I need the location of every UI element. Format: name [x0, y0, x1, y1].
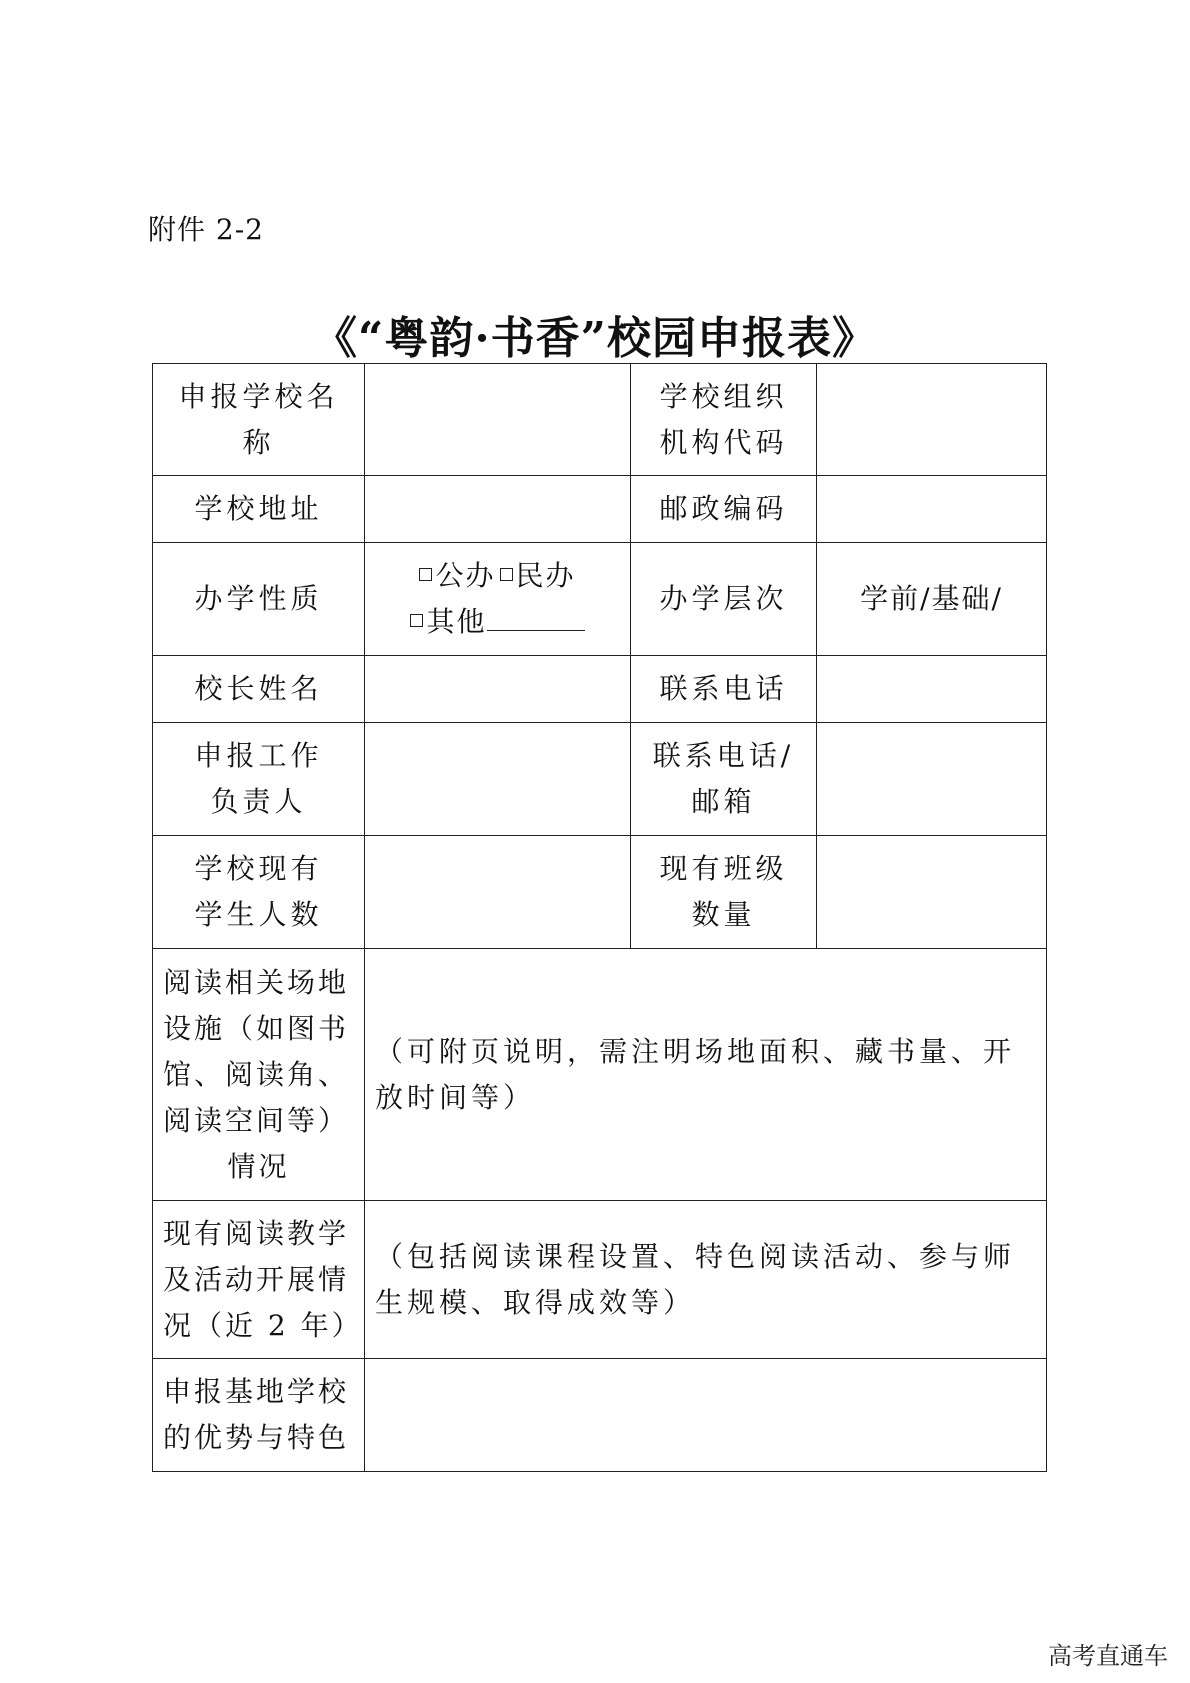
row-responsible	[153, 723, 1047, 836]
classes-field[interactable]	[817, 836, 1047, 949]
org-code-label-line1: 学校组织	[659, 379, 788, 413]
students-field[interactable]	[365, 836, 631, 949]
row-principal	[153, 656, 1047, 723]
phone-field[interactable]	[817, 656, 1047, 723]
checkbox-other[interactable]	[410, 614, 423, 627]
students-label-line1: 学校现有	[194, 852, 323, 885]
responsible-label	[153, 723, 365, 836]
facilities-label-line5: 情况	[227, 1149, 290, 1183]
teaching-label-line1: 现有阅读教学	[163, 1216, 350, 1250]
application-form-table	[152, 363, 1047, 1472]
teaching-label	[153, 1201, 365, 1359]
teaching-label-line3: 况（近 2 年）	[163, 1308, 363, 1342]
org-code-label	[631, 364, 817, 476]
facilities-label	[153, 949, 365, 1201]
org-code-field[interactable]	[817, 364, 1047, 476]
option-private-label: 民办	[515, 559, 576, 592]
checkbox-private[interactable]	[500, 568, 513, 581]
org-code-label-line2: 机构代码	[659, 425, 788, 459]
students-label-line2: 学生人数	[194, 898, 323, 931]
facilities-label-line2: 设施（如图书	[163, 1011, 350, 1045]
advantages-label	[153, 1359, 365, 1472]
postcode-field[interactable]	[817, 476, 1047, 543]
principal-label: 校长姓名	[153, 656, 365, 723]
advantages-field[interactable]	[365, 1359, 1047, 1472]
other-blank-line[interactable]	[487, 600, 585, 631]
responsible-field[interactable]	[365, 723, 631, 836]
advantages-label-line2: 的优势与特色	[163, 1421, 350, 1454]
classes-label-line2: 数量	[691, 898, 756, 931]
principal-field[interactable]	[365, 656, 631, 723]
footer-watermark: 高考直通车	[1048, 1642, 1168, 1670]
nature-options	[365, 543, 631, 656]
page-title: 《“粤韵·书香”校园申报表》	[313, 313, 877, 364]
nature-label: 办学性质	[153, 543, 365, 656]
level-label: 办学层次	[631, 543, 817, 656]
row-facilities	[153, 949, 1047, 1201]
students-label	[153, 836, 365, 949]
facilities-label-line4: 阅读空间等）	[163, 1103, 350, 1137]
advantages-label-line1: 申报基地学校	[163, 1375, 350, 1408]
row-advantages	[153, 1359, 1047, 1472]
school-name-field[interactable]	[365, 364, 631, 476]
facilities-label-line1: 阅读相关场地	[163, 965, 350, 999]
option-other-label: 其他	[426, 605, 487, 638]
facilities-note[interactable]: （可附页说明，需注明场地面积、藏书量、开放时间等）	[365, 949, 1047, 1201]
classes-label-line1: 现有班级	[659, 852, 788, 885]
school-name-label: 申报学校名称	[153, 364, 365, 476]
row-teaching	[153, 1201, 1047, 1359]
facilities-label-line3: 馆、阅读角、	[163, 1057, 350, 1091]
responsible-label-line1: 申报工作	[194, 739, 323, 772]
teaching-note[interactable]: （包括阅读课程设置、特色阅读活动、参与师生规模、取得成效等）	[365, 1201, 1047, 1359]
contact-email-label-line2: 邮箱	[691, 785, 756, 818]
responsible-label-line2: 负责人	[210, 785, 307, 818]
phone-label: 联系电话	[631, 656, 817, 723]
teaching-label-line2: 及活动开展情	[163, 1262, 350, 1296]
postcode-label: 邮政编码	[631, 476, 817, 543]
contact-email-field[interactable]	[817, 723, 1047, 836]
checkbox-public[interactable]	[419, 568, 432, 581]
contact-email-label	[631, 723, 817, 836]
option-public-label: 公办	[435, 559, 496, 592]
contact-email-label-line1: 联系电话/	[652, 739, 795, 772]
row-school-name	[153, 364, 1047, 476]
level-value[interactable]: 学前/基础/	[817, 543, 1047, 656]
row-address	[153, 476, 1047, 543]
row-nature	[153, 543, 1047, 656]
address-label: 学校地址	[153, 476, 365, 543]
classes-label	[631, 836, 817, 949]
address-field[interactable]	[365, 476, 631, 543]
attachment-label: 附件 2-2	[148, 213, 264, 246]
row-students	[153, 836, 1047, 949]
